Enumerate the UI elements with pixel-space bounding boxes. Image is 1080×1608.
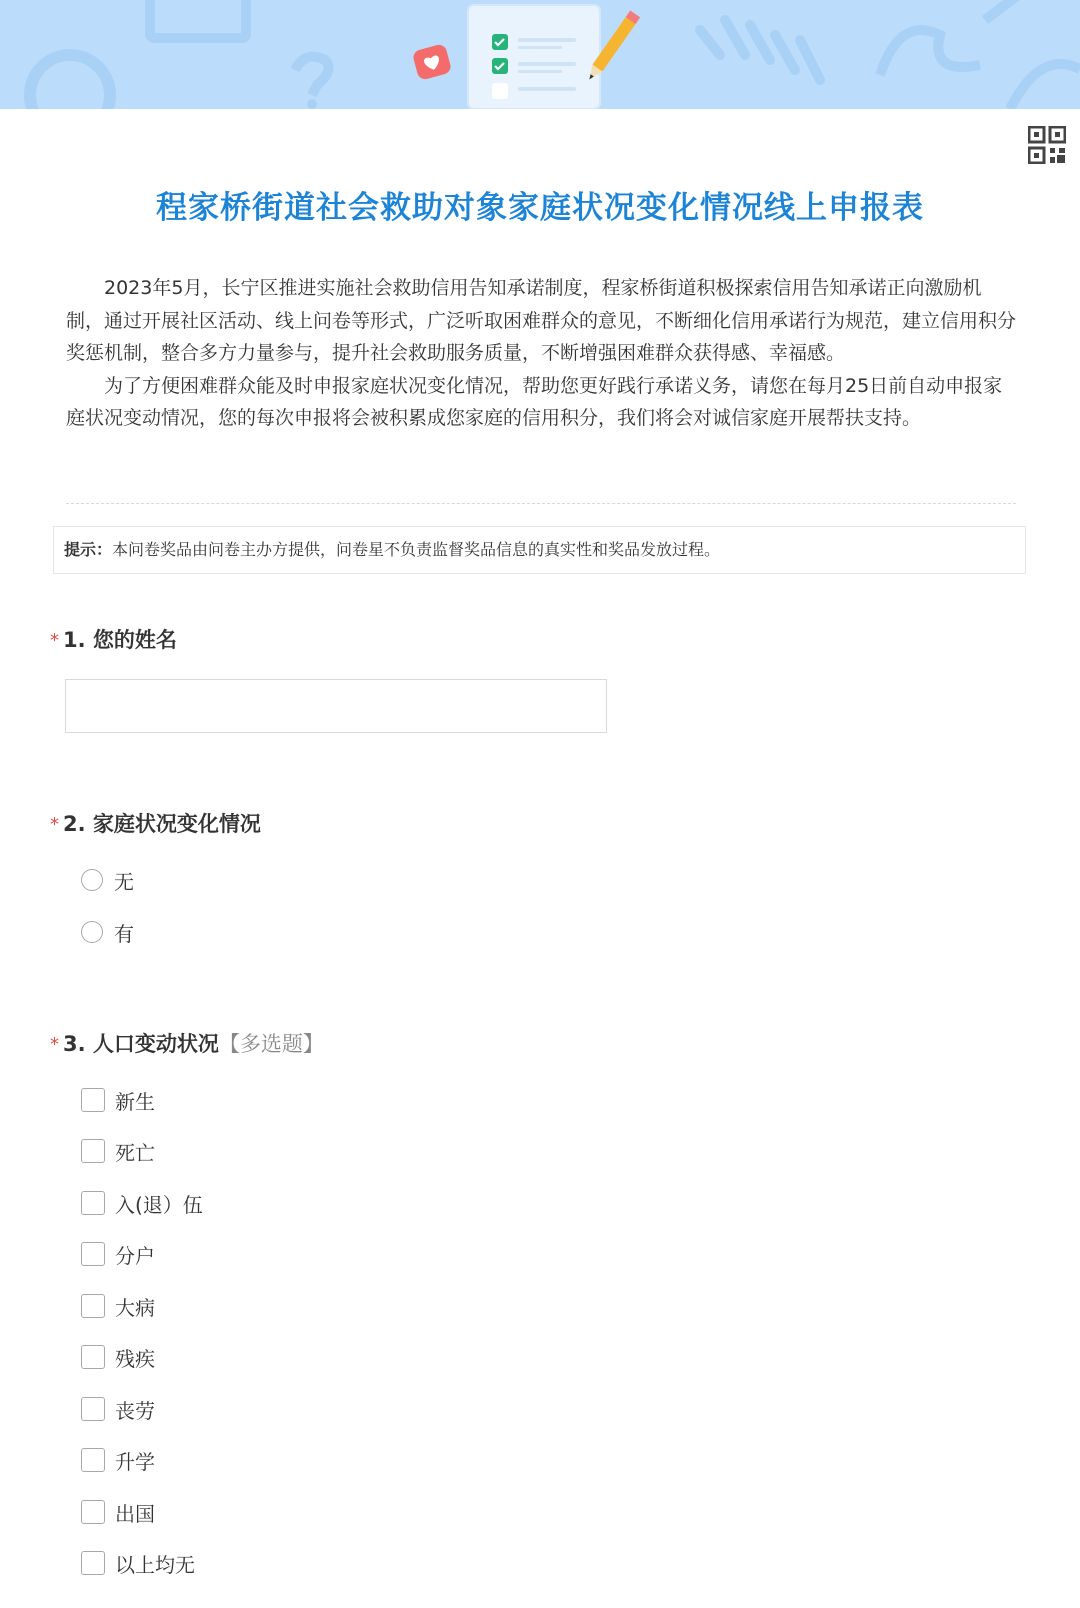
q2-option-none[interactable] [81, 865, 134, 895]
question-3-title [50, 1028, 324, 1058]
checkbox[interactable] [81, 1500, 105, 1524]
question-3-label: 3. 人口变动状况 [63, 1032, 219, 1056]
q2-option-yes[interactable] [81, 917, 134, 947]
intro-text [66, 272, 1016, 435]
option-label: 分户 [115, 1243, 155, 1268]
option-label: 出国 [115, 1501, 155, 1526]
notice-label: 提示： [64, 540, 113, 559]
checkbox[interactable] [81, 1551, 105, 1575]
checkbox[interactable] [81, 1191, 105, 1215]
checkbox[interactable] [81, 1397, 105, 1421]
required-mark: * [50, 814, 59, 835]
checkbox[interactable] [81, 1088, 105, 1112]
option-label: 入(退）伍 [115, 1192, 203, 1217]
page-title: 程家桥街道社会救助对象家庭状况变化情况线上申报表 [156, 190, 924, 226]
checkbox[interactable] [81, 1345, 105, 1369]
intro-paragraph-2: 为了方便困难群众能及时申报家庭状况变化情况，帮助您更好践行承诺义务，请您在每月25日前自动申报家庭状况变动情况，您的每次申报将会被积累成您家庭的信用积分，我们将会对诚信家庭开展帮扶支持。 [66, 374, 1003, 429]
question-1-title [50, 624, 177, 654]
banner-illustration [0, 0, 1080, 109]
qr-code-icon[interactable] [1028, 126, 1066, 164]
option-label: 死亡 [115, 1140, 155, 1165]
q3-option-abroad[interactable] [81, 1497, 155, 1527]
prize-notice [53, 526, 1026, 574]
q3-option-loss-of-labor[interactable] [81, 1394, 155, 1424]
checkbox[interactable] [81, 1139, 105, 1163]
q3-option-school[interactable] [81, 1445, 155, 1475]
header-banner [0, 0, 1080, 109]
multi-select-tag: 【多选题】 [218, 1032, 324, 1056]
intro-paragraph-1: 2023年5月，长宁区推进实施社会救助信用告知承诺制度，程家桥街道积极探索信用告知承诺正向激励机制，通过开展社区活动、线上问卷等形式，广泛听取困难群众的意见，不断细化信用承诺行为规范，建立信用积分奖惩机制，整合多方力量参与，提升社会救助服务质量，不断增强困难群众获得感、幸福感。 [66, 277, 1017, 364]
option-label: 有 [114, 921, 134, 946]
option-label: 新生 [115, 1089, 155, 1114]
option-label: 无 [114, 869, 134, 894]
question-2-label: 2. 家庭状况变化情况 [63, 812, 261, 836]
q3-option-none-of-above[interactable] [81, 1548, 195, 1578]
option-label: 大病 [115, 1295, 155, 1320]
notice-text: 本问卷奖品由问卷主办方提供，问卷星不负责监督奖品信息的真实性和奖品发放过程。 [112, 540, 721, 559]
radio-circle[interactable] [81, 921, 103, 943]
q3-option-serious-illness[interactable] [81, 1291, 155, 1321]
q3-option-disability[interactable] [81, 1342, 155, 1372]
q3-option-household-split[interactable] [81, 1239, 155, 1269]
option-label: 以上均无 [115, 1552, 195, 1577]
checkbox[interactable] [81, 1294, 105, 1318]
divider [66, 503, 1016, 504]
required-mark: * [50, 630, 59, 651]
q3-option-death[interactable] [81, 1136, 155, 1166]
q3-option-birth[interactable] [81, 1085, 155, 1115]
checkbox[interactable] [81, 1242, 105, 1266]
option-label: 残疾 [115, 1346, 155, 1371]
question-1-label: 1. 您的姓名 [63, 628, 177, 652]
question-2-title [50, 808, 261, 838]
checkbox[interactable] [81, 1448, 105, 1472]
q3-option-military[interactable] [81, 1188, 203, 1218]
required-mark: * [50, 1034, 59, 1055]
option-label: 升学 [115, 1449, 155, 1474]
name-input[interactable] [65, 679, 607, 733]
radio-circle[interactable] [81, 869, 103, 891]
option-label: 丧劳 [115, 1398, 155, 1423]
